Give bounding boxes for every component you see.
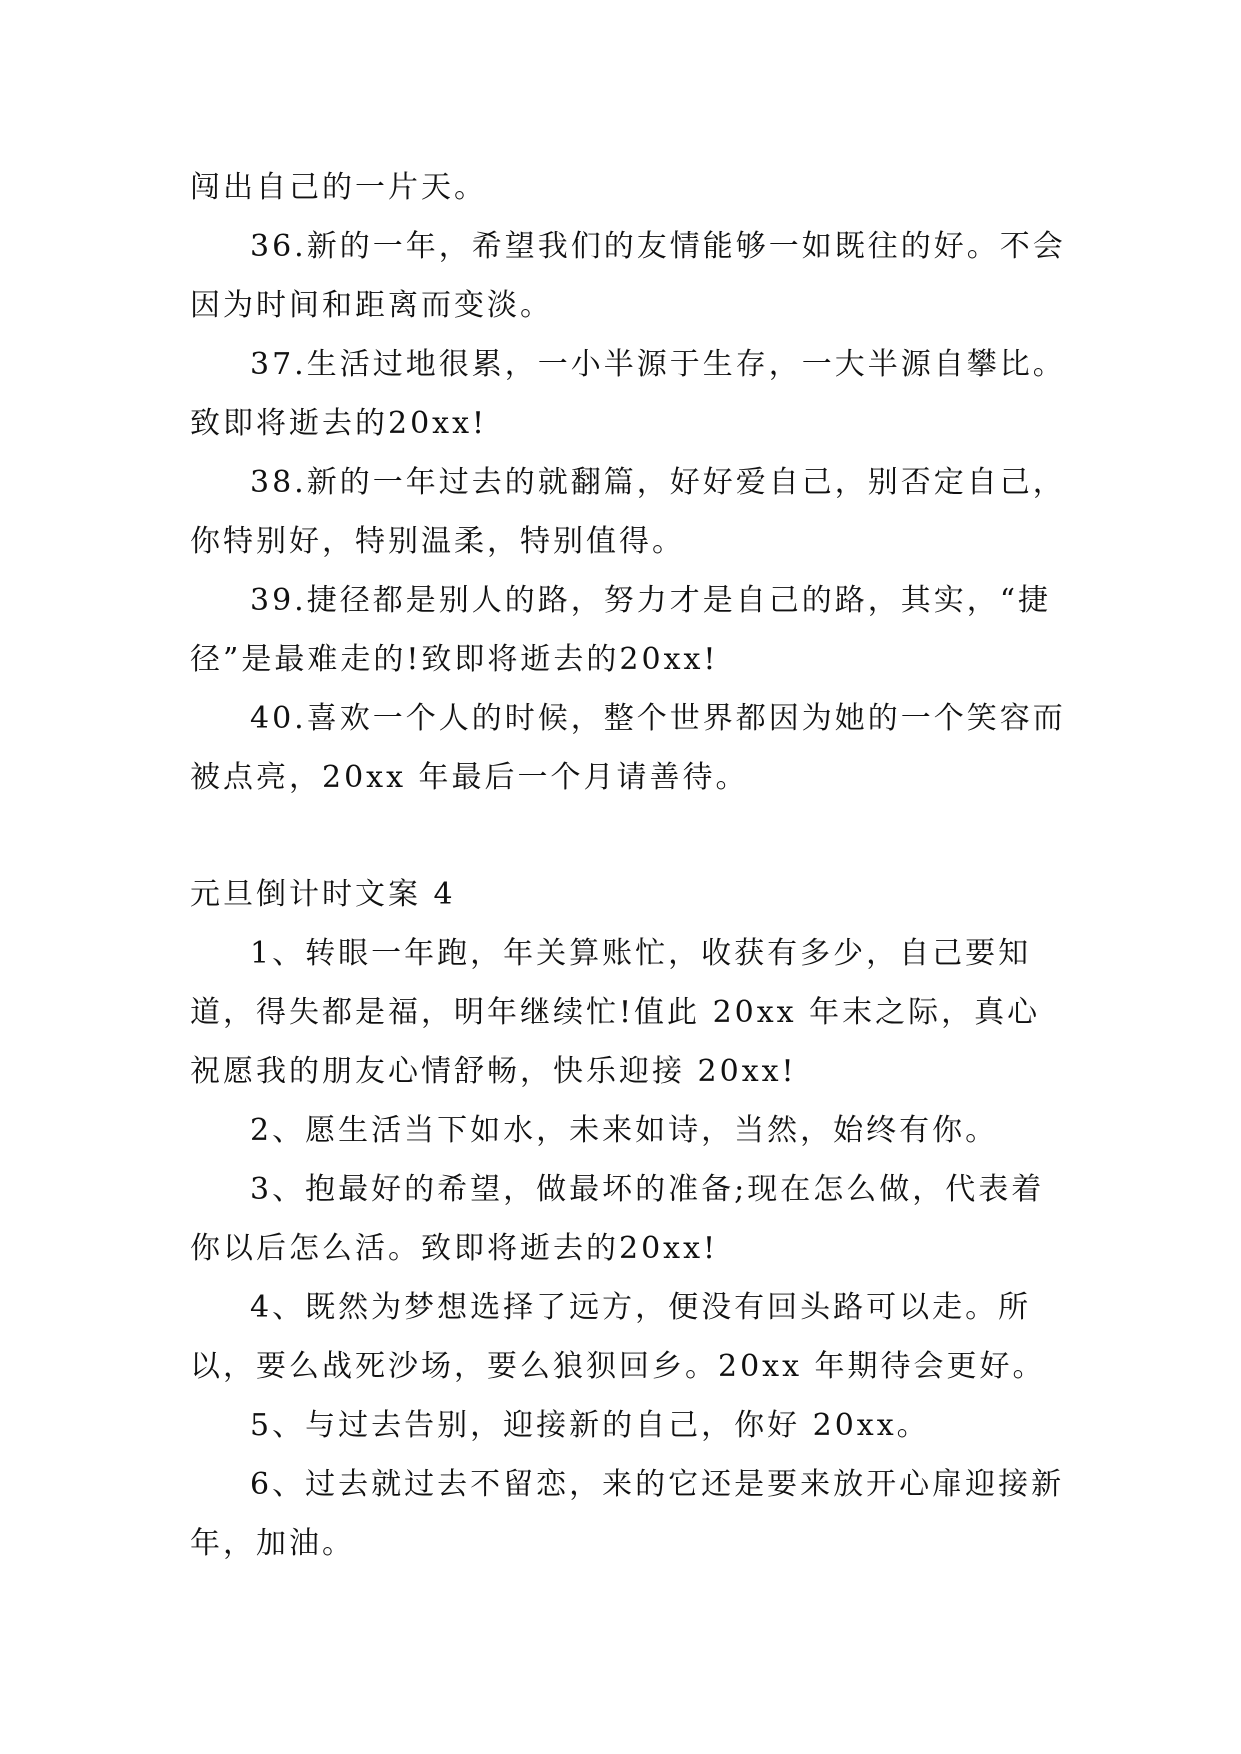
list-item: 37.生活过地很累，一小半源于生存，一大半源自攀比。致即将逝去的20xx! xyxy=(190,347,1066,441)
list-item: 1、转眼一年跑，年关算账忙，收获有多少，自己要知道，得失都是福，明年继续忙!值此 20xx 年末之际，真心祝愿我的朋友心情舒畅，快乐迎接 20xx! xyxy=(190,936,1041,1089)
list-item: 5、与过去告别，迎接新的自己，你好 20xx。 xyxy=(250,1408,930,1443)
continuation-line: 闯出自己的一片天。 xyxy=(190,170,487,205)
list-item: 4、既然为梦想选择了远方，便没有回头路可以走。所以，要么战死沙场，要么狼狈回乡。20xx 年期待会更好。 xyxy=(190,1290,1046,1384)
document-page xyxy=(190,158,1070,1573)
list-item: 6、过去就过去不留恋，来的它还是要来放开心扉迎接新年，加油。 xyxy=(190,1467,1065,1561)
list-item: 40.喜欢一个人的时候，整个世界都因为她的一个笑容而被点亮，20xx 年最后一个月请善待。 xyxy=(190,701,1066,795)
list-item: 3、抱最好的希望，做最坏的准备;现在怎么做，代表着你以后怎么活。致即将逝去的20xx! xyxy=(190,1172,1045,1266)
section-heading: 元旦倒计时文案 4 xyxy=(190,877,456,912)
list-item: 39.捷径都是别人的路，努力才是自己的路，其实，“捷径”是最难走的!致即将逝去的20xx! xyxy=(190,583,1052,677)
list-item: 38.新的一年过去的就翻篇，好好爱自己，别否定自己，你特别好，特别温柔，特别值得。 xyxy=(190,465,1066,559)
list-item: 36.新的一年，希望我们的友情能够一如既往的好。不会因为时间和距离而变淡。 xyxy=(190,229,1066,323)
list-item: 2、愿生活当下如水，未来如诗，当然，始终有你。 xyxy=(250,1113,999,1148)
